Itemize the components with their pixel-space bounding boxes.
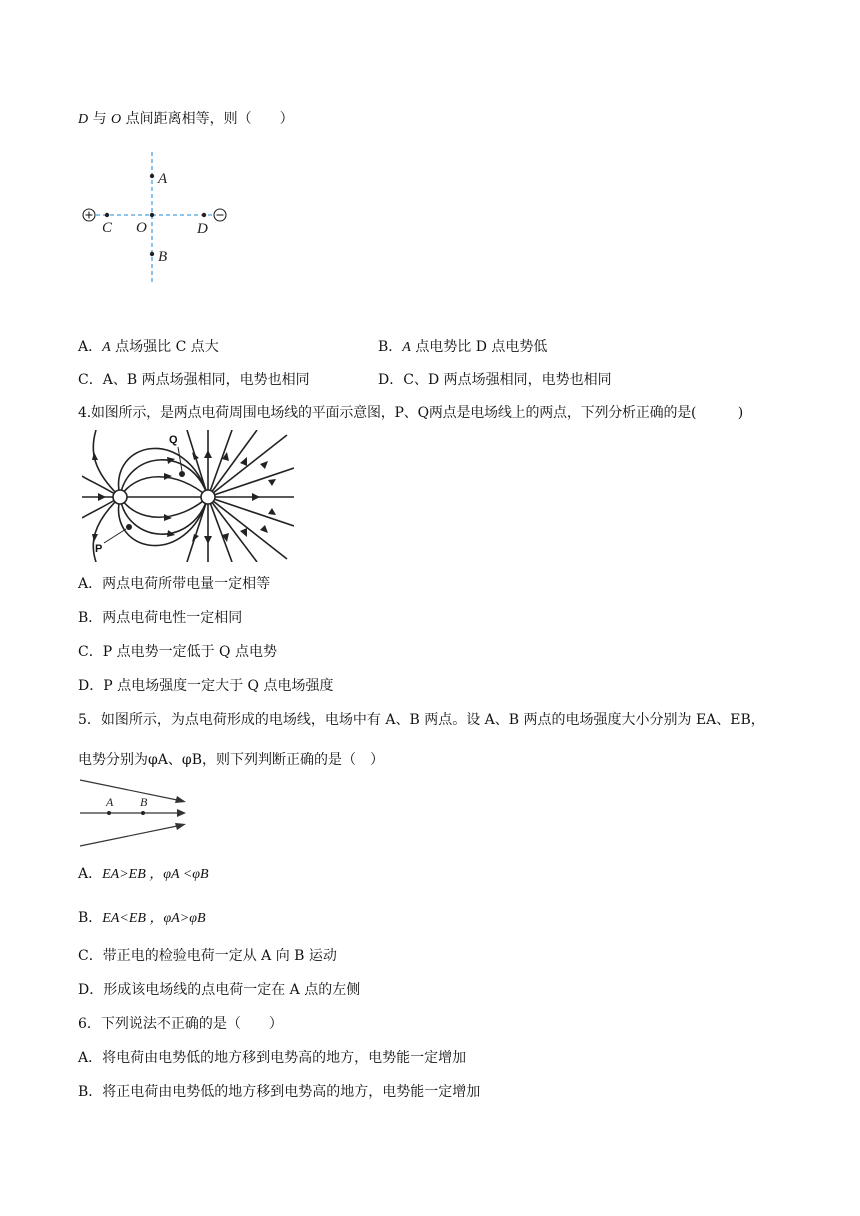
label-P: P: [95, 543, 103, 555]
q4-option-C[interactable]: [78, 643, 277, 661]
label-O: O: [136, 220, 147, 236]
q5-option-B-text: EA<EB ，φA>φB: [102, 911, 206, 926]
q4-option-D[interactable]: [78, 677, 333, 695]
q3-option-C-text: A、B 两点场强相同，电势也相同: [102, 372, 310, 388]
point-O: [150, 213, 154, 217]
q4-stem: 4.如图所示，是两点电荷周围电场线的平面示意图，P、Q两点是电场线上的两点，下列分析正确的是( ): [78, 405, 743, 421]
p-pointer: [104, 529, 126, 543]
q3-options-row-2: [78, 371, 612, 389]
q3-option-A-letter: A．: [78, 339, 103, 355]
q5-stem-line-2: 电势分别为φA、φB，则下列判断正确的是（ ）: [78, 752, 385, 768]
q3-option-B[interactable]: [378, 338, 547, 357]
q5-option-C-text: 带正电的检验电荷一定从 A 向 B 运动: [102, 948, 337, 964]
q3-option-D[interactable]: [378, 371, 612, 389]
q4-option-B-text: 两点电荷电性一定相同: [102, 610, 243, 626]
q6-option-B-letter: B．: [78, 1084, 103, 1100]
q6-option-A-text: 将电荷由电势低的地方移到电势高的地方，电势能一定增加: [102, 1050, 467, 1066]
q3-options-row-1: [78, 338, 548, 357]
q4-option-D-letter: D．: [78, 678, 104, 694]
q3-option-B-letter: B．: [378, 339, 403, 355]
q4-option-C-letter: C．: [78, 644, 103, 660]
q3-option-B-var: A: [402, 340, 411, 355]
q4-option-A[interactable]: [78, 575, 270, 593]
point-B: [150, 252, 154, 256]
q6-option-A-letter: A．: [78, 1050, 103, 1066]
q3-option-A-var: A: [102, 340, 111, 355]
q3-figure: [78, 148, 258, 288]
right-charge-icon: [201, 490, 215, 504]
q5-option-B-letter: B．: [78, 910, 103, 926]
point-Q: [179, 471, 185, 477]
q6-option-A[interactable]: [78, 1049, 466, 1067]
label-C: C: [102, 220, 113, 236]
q5-field-lines: [80, 780, 182, 846]
q3-stem-part4: 点间距离相等，则（ ）: [121, 111, 294, 127]
q3-stem-O: O: [111, 112, 122, 127]
label-B: B: [158, 249, 168, 265]
q3-option-D-text: C、D 两点场强相同，电势也相同: [403, 372, 612, 388]
q3-option-C[interactable]: [78, 372, 310, 388]
q6-option-B-text: 将正电荷由电势低的地方移到电势高的地方，电势能一定增加: [102, 1084, 481, 1100]
point-A: [150, 174, 154, 178]
q3-stem-D: D: [78, 112, 89, 127]
left-charge-icon: [113, 490, 127, 504]
label-A: A: [158, 171, 168, 187]
q4-option-B-letter: B．: [78, 610, 103, 626]
q3-stem: [78, 110, 294, 129]
q4-option-A-letter: A．: [78, 576, 103, 592]
point-D: [202, 213, 206, 217]
q5-label-B: B: [140, 795, 148, 809]
q5-option-B[interactable]: [78, 909, 206, 928]
q6-option-B[interactable]: [78, 1083, 480, 1101]
q5-figure: [78, 774, 190, 852]
q3-option-A-text: 点场强比 C 点大: [115, 339, 219, 355]
q4-option-D-text: P 点电场强度一定大于 Q 点电场强度: [103, 678, 334, 694]
q5-option-C-letter: C．: [78, 948, 103, 964]
q5-point-A: [107, 811, 111, 815]
negative-charge-icon: [214, 209, 226, 221]
label-Q: Q: [169, 434, 178, 446]
q5-option-D-text: 形成该电场线的点电荷一定在 A 点的左侧: [103, 982, 361, 998]
q5-option-A[interactable]: [78, 865, 209, 884]
q3-stem-part2: 与: [88, 111, 112, 127]
point-C: [105, 213, 109, 217]
q5-option-D[interactable]: [78, 981, 360, 999]
positive-charge-icon: [83, 209, 95, 221]
q5-option-A-letter: A．: [78, 866, 103, 882]
q-pointer: [178, 447, 182, 471]
q5-option-C[interactable]: [78, 947, 337, 965]
q5-option-A-text: EA>EB ，φA <φB: [102, 867, 209, 882]
q5-option-D-letter: D．: [78, 982, 104, 998]
q3-option-A[interactable]: [78, 339, 219, 355]
q6-stem: 6．下列说法不正确的是（ ）: [78, 1016, 283, 1032]
label-D: D: [197, 221, 208, 237]
q5-stem-line-1: 5．如图所示，为点电荷形成的电场线，电场中有 A、B 两点。设 A、B 两点的电场强度大小分别为 EA、EB，: [78, 712, 765, 728]
q4-option-B[interactable]: [78, 609, 242, 627]
q3-option-B-text: 点电势比 D 点电势低: [415, 339, 548, 355]
q5-label-A: A: [106, 795, 114, 809]
q3-option-D-letter: D．: [378, 372, 404, 388]
q5-point-B: [141, 811, 145, 815]
q4-option-A-text: 两点电荷所带电量一定相等: [102, 576, 271, 592]
q3-option-C-letter: C．: [78, 372, 103, 388]
q4-figure: [82, 430, 294, 562]
point-P: [126, 524, 132, 530]
q4-option-C-text: P 点电势一定低于 Q 点电势: [102, 644, 277, 660]
